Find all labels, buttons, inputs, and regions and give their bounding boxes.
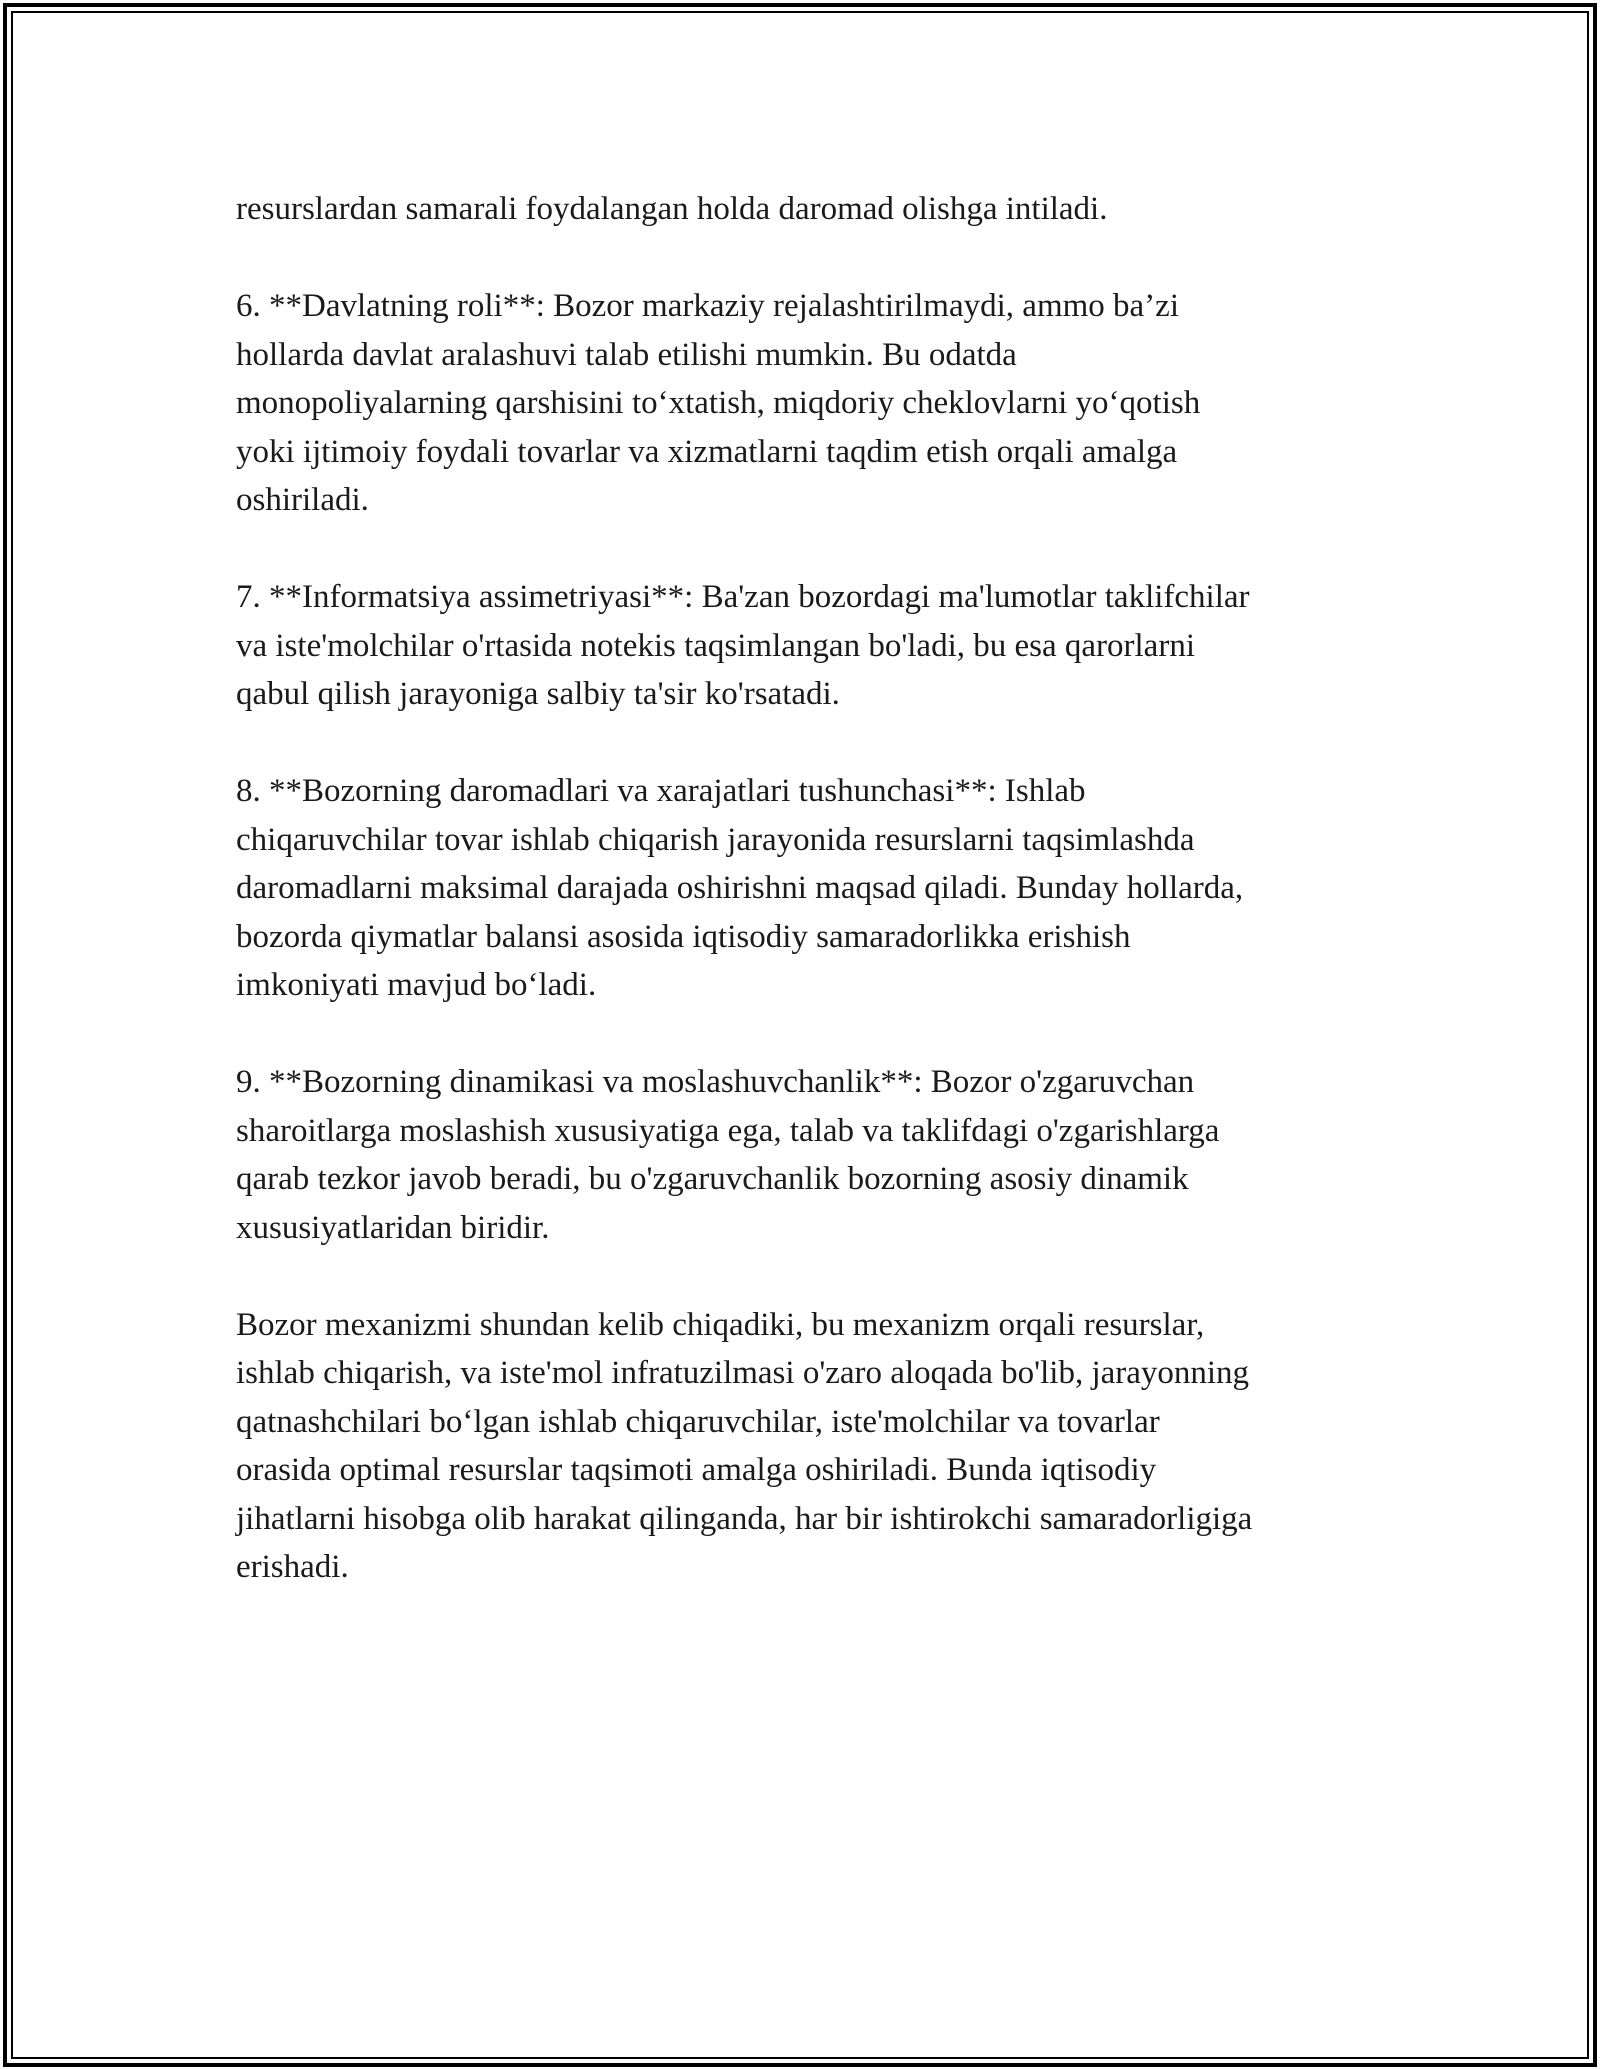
- paragraph-item-8: 8. **Bozorning daromadlari va xarajatlari tushunchasi**: Ishlab chiqaruvchilar tovar ishlab chiqarish jarayonida resurslarni taqsimlashda daromadlarni maksimal darajada oshirishni maqsad qiladi. Bunday hollarda, bozorda qiymatlar balansi asosida iqtisodiy samaradorlikka erishish imkoniyati mavjud bo‘ladi.: [236, 773, 1244, 1003]
- paragraph-conclusion: Bozor mexanizmi shundan kelib chiqadiki, bu mexanizm orqali resurslar, ishlab chiqarish, va iste'mol infratuzilmasi o'zaro aloqada bo'lib, jarayonning qatnashchilari bo‘lgan ishlab chiqaruvchilar, iste'molchilar va tovarlar orasida optimal resurslar taqsimoti amalga oshiriladi. Bunda iqtisodiy jihatlarni hisobga olib harakat qilinganda, har bir ishtirokchi samaradorligiga erishadi.: [236, 1306, 1253, 1585]
- paragraph-item-9: 9. **Bozorning dinamikasi va moslashuvchanlik**: Bozor o'zgaruvchan sharoitlarga moslashish xususiyatiga ega, talab va taklifdagi o'zgarishlarga qarab tezkor javob beradi, bu o'zgaruvchanlik bozorning asosiy dinamik xususiyatlaridan biridir.: [236, 1064, 1220, 1246]
- paragraph-item-7: 7. **Informatsiya assimetriyasi**: Ba'zan bozordagi ma'lumotlar taklifchilar va iste'molchilar o'rtasida notekis taqsimlangan bo'ladi, bu esa qarorlarni qabul qilish jarayoniga salbiy ta'sir ko'rsatadi.: [236, 579, 1250, 712]
- paragraph-continuation: resurslardan samarali foydalangan holda daromad olishga intiladi.: [236, 191, 1108, 227]
- document-body: [236, 185, 1386, 1592]
- paragraph-item-6: 6. **Davlatning roli**: Bozor markaziy rejalashtirilmaydi, ammo ba’zi hollarda davlat aralashuvi talab etilishi mumkin. Bu odatda monopoliyalarning qarshisini to‘xtatish, miqdoriy cheklovlarni yo‘qotish yoki ijtimoiy foydali tovarlar va xizmatlarni taqdim etish orqali amalga oshiriladi.: [236, 288, 1201, 518]
